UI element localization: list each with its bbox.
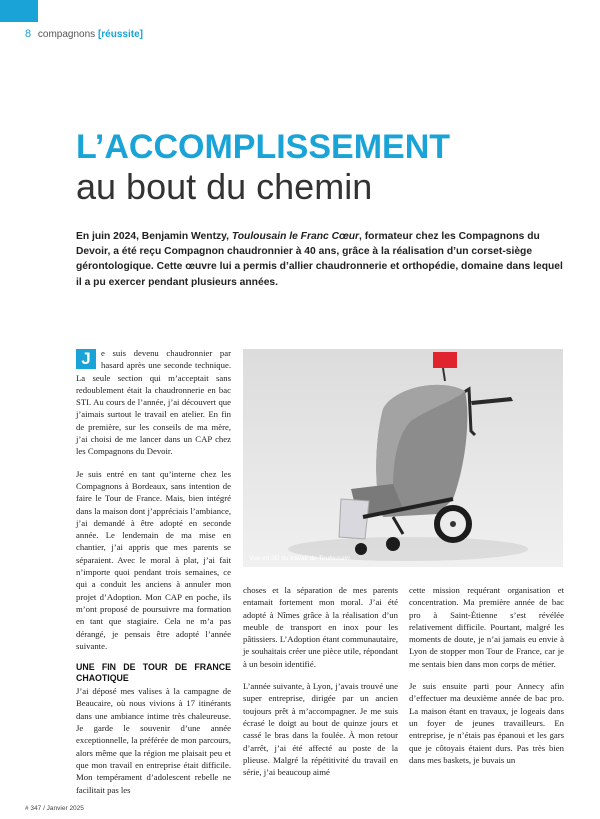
paragraph: J’ai déposé mes valises à la campagne de Beaucaire, où nous vivions à 17 itinérants dans une ambiance intime très chaleureuse. Je garde le souvenir d’une année exceptionnelle, la préférée de mon parcours, alors même que la région me plaisait peu et que mon travail en entreprise était difficile. Mon tempérament d’adolescent rebelle ne facilitait pas les	[76, 686, 231, 795]
caption-name: Toulousain	[318, 555, 350, 562]
paragraph: cette mission requérant organisation et concentration. Ma première année de bac pro à Saint-Étienne s’est révélée relativement difficile. Pourtant, malgré les moments de doute, je n’ai jamais eu envie à Lyon de stopper mon Tour de France, car je me sentais bien dans mon corps de métier.	[409, 585, 564, 669]
chair-3d-photo	[243, 349, 563, 567]
page-folio	[25, 28, 143, 40]
photo-caption	[249, 555, 352, 562]
paragraph: Je suis ensuite parti pour Annecy afin d’effectuer ma deuxième année de bac pro. La maison étant en travaux, je logeais dans un foyer de jeunes travailleurs. En entreprise, je n’étais pas épanoui et les gars que je côtoyais étaient durs. Pas très bien dans mes baskets, je buvais un	[409, 681, 564, 765]
caption-part1: Vue en 3D du travail de	[249, 555, 319, 562]
chair-illustration	[243, 349, 563, 567]
section-name: compagnons	[37, 29, 96, 40]
paragraph: L’année suivante, à Lyon, j’avais trouvé une super entreprise, dirigée par un ancien toujours prêt à m’accompagner. Je me suis écrasé le doigt au bout de quinze jours et cassé le bras dans la foulée. À mon retour d’arrêt, j’ai été affecté au poste de la plieuse. Malgré la répétitivité du travail en série, j’ai beaucoup aimé	[243, 681, 398, 778]
article-title-line2: au bout du chemin	[76, 166, 373, 207]
lead-part2: , formateur chez les Compagnons du Devoir, a été reçu Compagnon chaudronnier à 40 ans, grâce à la réalisation d’un corset-siège gérontologique. Cette œuvre lui a permis d’allier chaudronnerie et orthopédie, domaine dans lequel il a pu exercer pendant plusieurs années.	[76, 231, 563, 288]
caption-part2: .	[349, 555, 352, 562]
drop-cap: J	[76, 349, 96, 369]
page-number: 8	[25, 28, 32, 40]
paragraph-text: e suis devenu chaudronnier par hasard après une seconde technique. La seule section qui m’acceptait sans redoublement était la chaudronnerie en bac STI. Au cours de l’année, j’ai découvert que j’aimais surtout le travail en atelier. En fin de première, sur les conseils de ma mère, j’ai choisi de me lancer dans un CAP chez les Compagnons du Devoir.	[76, 348, 231, 457]
lead-part1: En juin 2024, Benjamin Wentzy,	[76, 231, 232, 242]
text-column-2	[243, 584, 398, 788]
footrest	[339, 499, 369, 539]
corner-accent-block	[0, 0, 38, 22]
paragraph	[76, 347, 231, 458]
headrest-plate	[433, 352, 457, 368]
paragraph: choses et la séparation de mes parents entamait fortement mon moral. J’ai été adopté à Nîmes grâce à la réalisation d’un meuble de transport en inox pour les pâtissiers. L’Adoption étant communautaire, je souhaitais créer une pièce utile, répondant à un besoin identifié.	[243, 585, 398, 669]
text-column-1	[76, 347, 231, 806]
article-title-line1: L’ACCOMPLISSEMENT	[76, 128, 451, 166]
text-column-3	[409, 584, 564, 776]
issue-footer: # 347 / Janvier 2025	[25, 805, 84, 812]
section-subheading: UNE FIN DE TOUR DE FRANCE CHAOTIQUE	[76, 662, 231, 684]
front-wheel	[386, 537, 400, 551]
lead-nickname: Toulousain le Franc Cœur	[231, 231, 360, 242]
paragraph: Je suis entré en tant qu’interne chez les Compagnons à Bordeaux, sans intention de faire le Tour de France. Mais, bien intégré dans la maison dont j’appréciais l’ambiance, j’ai demandé à être adopté en seconde année. Le lendemain de ma mise en chantier, j’ai appris que mes parents se séparaient. Avec le moral à plat, j’ai fait n’importe quoi pendant trois semaines, ce qui a conduit les anciens à annuler mon projet d’Adoption. Mon CAP en poche, ils m’ont proposé de poursuivre ma formation en tant que stagiaire. Cela ne m’a pas dérangé, je pensais être adopté l’année suivante.	[76, 468, 231, 651]
section-tag: [réussite]	[97, 29, 143, 40]
article-lead	[76, 229, 564, 290]
